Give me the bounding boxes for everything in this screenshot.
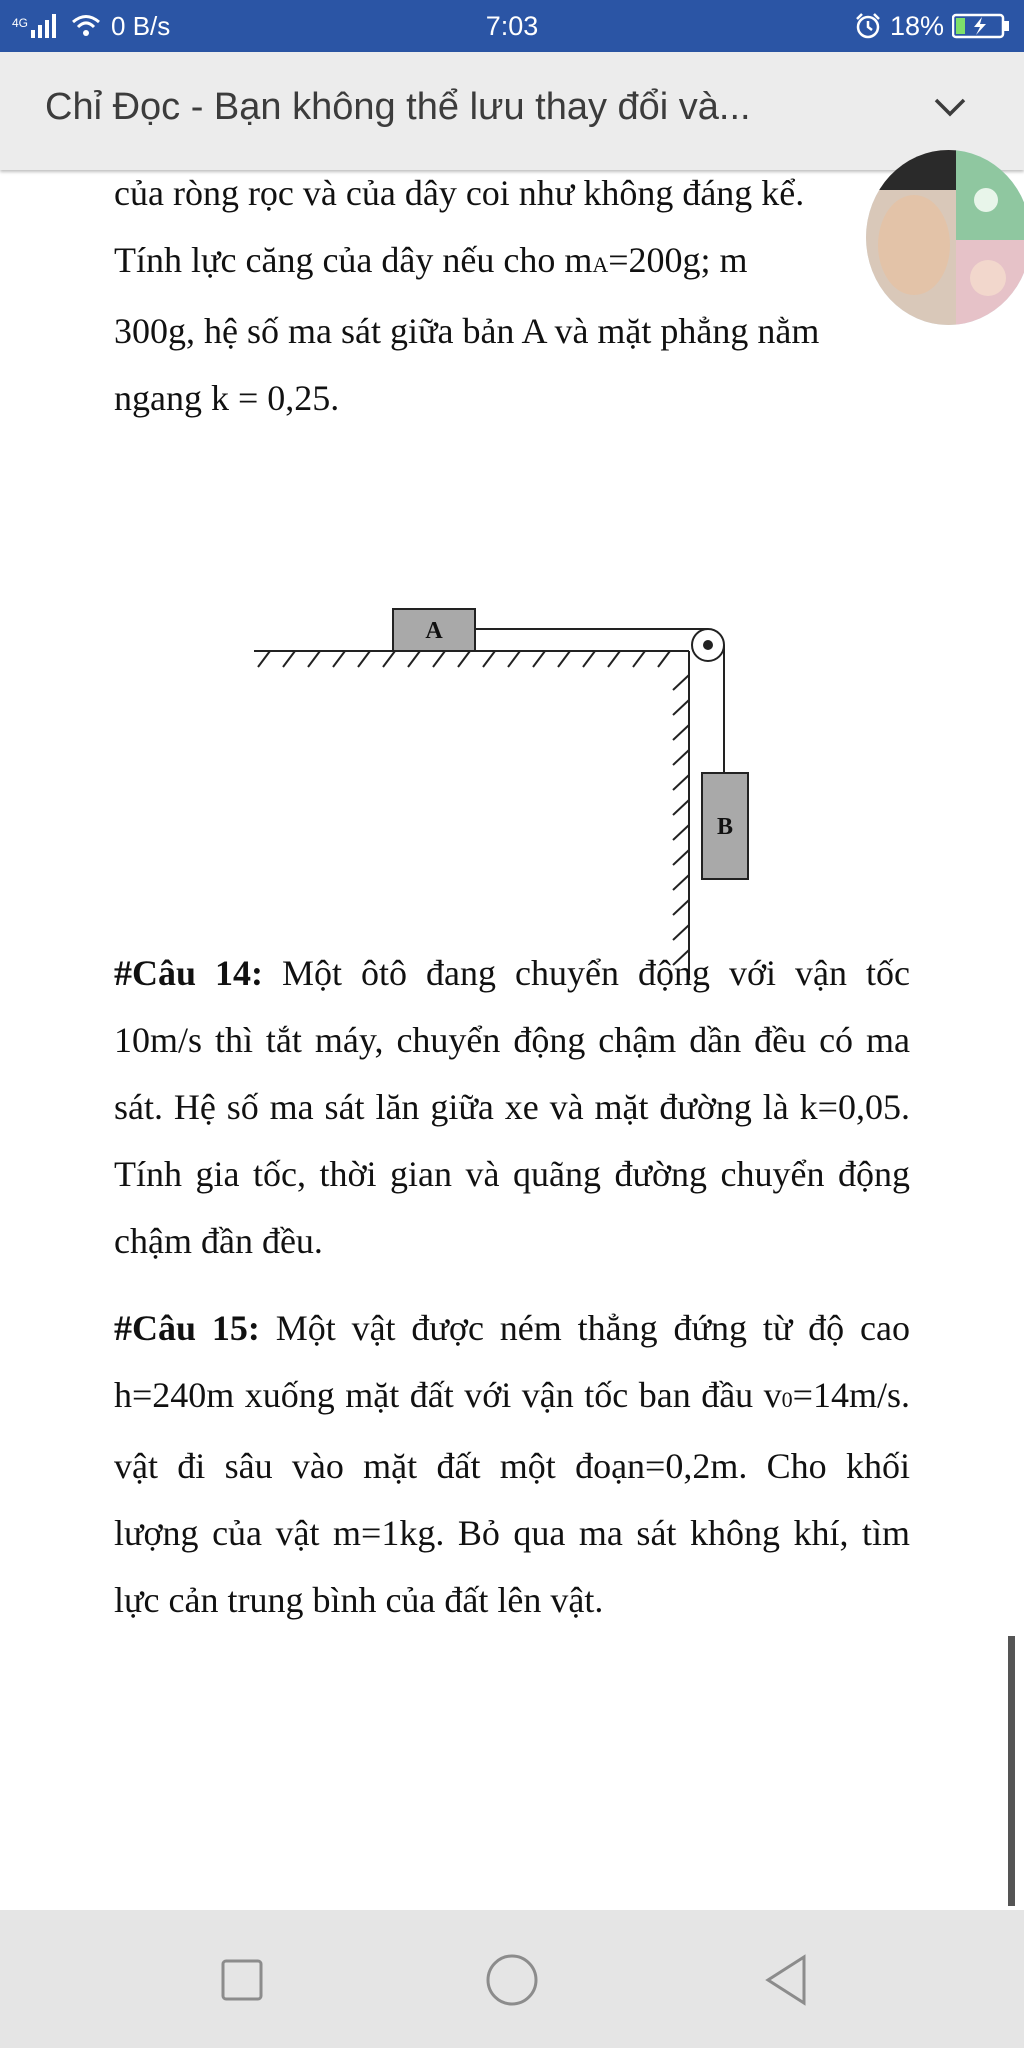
intro-line-4: ngang k = 0,25.: [114, 378, 340, 418]
clock: 7:03: [485, 11, 539, 41]
wall-hatching: [673, 675, 689, 965]
recent-apps-button[interactable]: [202, 1940, 282, 2020]
question-15-label: #Câu 15:: [114, 1308, 260, 1348]
surface-hatching: [258, 651, 670, 667]
question-14: [114, 940, 910, 1275]
triangle-back-icon: [762, 1953, 810, 2007]
avatar: [866, 150, 1024, 325]
problem-intro: [114, 160, 910, 432]
block-b-label: B: [716, 814, 734, 840]
document-view[interactable]: [0, 160, 1024, 1910]
scrollbar[interactable]: [1008, 1636, 1015, 1906]
block-a-label: A: [425, 618, 443, 644]
chat-head-bubble[interactable]: [866, 150, 1024, 325]
pulley-diagram: [240, 440, 780, 1000]
question-15: #Câu 15: Một vật được ném thẳng đứng từ độ cao h=240m xuống mặt đất với vận tốc ban đầu v0=14m/s. vật đi sâu vào mặt đất một đoạn=0,2m. Cho khối lượng của vật m=1kg. Bỏ qua ma sát không khí, tìm lực cản trung bình của đất lên vật.: [114, 1308, 910, 1620]
chevron-down-icon[interactable]: [930, 90, 970, 126]
read-only-banner: [0, 52, 1024, 170]
banner-title: Chỉ Đọc - Bạn không thể lưu thay đổi và...: [45, 86, 751, 128]
battery-charging-icon: [952, 12, 1010, 40]
navigation-bar: [0, 1910, 1024, 2048]
intro-line-3: 300g, hệ số ma sát giữa bản A và mặt phẳng nằm: [114, 311, 820, 351]
question-14-text: Một ôtô đang chuyển động với vận tốc 10m/s thì tắt máy, chuyển động chậm dần đều có ma sát. Hệ số ma sát lăn giữa xe và mặt đường là k=0,05. Tính gia tốc, thời gian và quãng đường chuyển động chậm đần đều.: [114, 953, 910, 1261]
network-type: 4G: [12, 16, 29, 30]
question-14-label: #Câu 14:: [114, 953, 264, 993]
circle-icon: [485, 1953, 539, 2007]
square-icon: [220, 1958, 264, 2002]
home-button[interactable]: [472, 1940, 552, 2020]
intro-line-1: của ròng rọc và của dây coi như không đáng kể.: [114, 173, 805, 213]
battery-percent: 18%: [889, 10, 944, 41]
alarm-icon: [854, 12, 882, 40]
data-speed: 0 B/s: [111, 10, 171, 41]
intro-line-2: Tính lực căng của dây nếu cho mA=200g; m: [114, 240, 748, 280]
status-bar: [0, 0, 1024, 52]
back-button[interactable]: [746, 1940, 826, 2020]
